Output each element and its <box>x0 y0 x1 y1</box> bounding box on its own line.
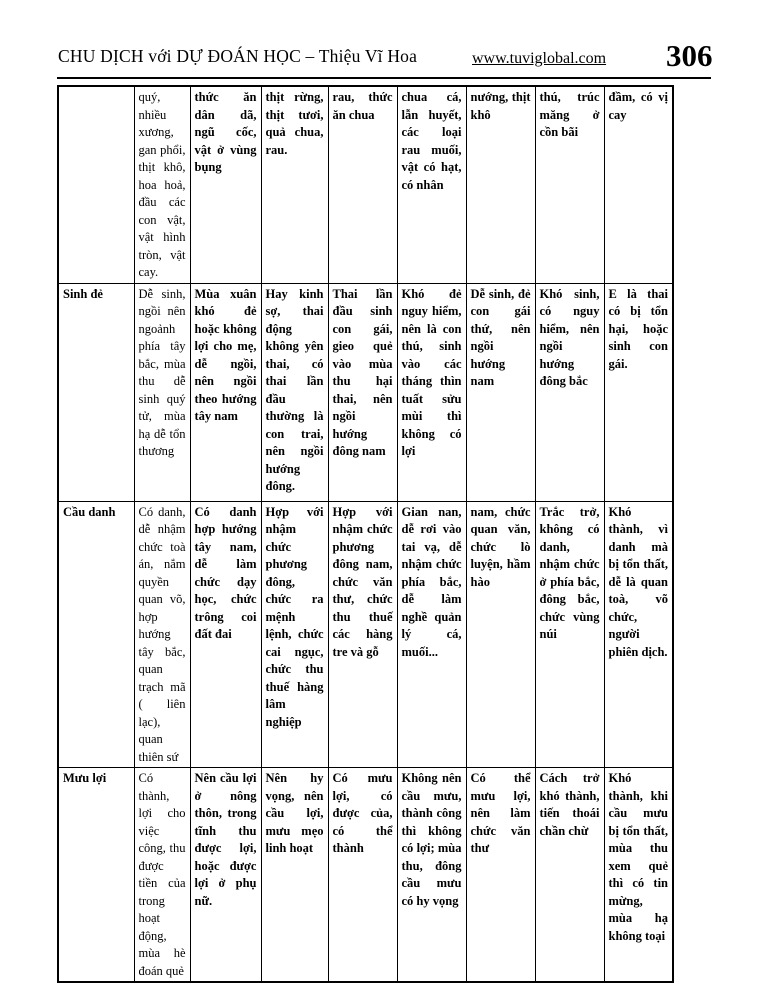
table-cell: Nên hy vọng, nên cầu lợi, mưu mẹo linh hoạt <box>261 768 328 983</box>
table-cell: thức ăn dân dã, ngũ cốc, vật ở vùng bụng <box>190 86 261 283</box>
row-header-cell <box>58 86 134 283</box>
table-cell: đầm, có vị cay <box>604 86 673 283</box>
table-cell: Có danh hợp hướng tây nam, dễ làm chức dạy học, chức trông coi đất đai <box>190 501 261 768</box>
table-cell: Khó thành, khi cầu mưu bị tổn thất, mùa thu xem quẻ thì có tin mừng, mùa hạ không toại <box>604 768 673 983</box>
table-cell: nam, chức quan văn, chức lò luyện, hầm hào <box>466 501 535 768</box>
table-cell: Nên cầu lợi ở nông thôn, trong tĩnh thu được lợi, hoặc được lợi ở phụ nữ. <box>190 768 261 983</box>
content-table <box>57 85 674 983</box>
table-row <box>58 501 673 768</box>
table-row <box>58 86 673 283</box>
page-number: 306 <box>666 38 713 73</box>
table-cell: Không nên cầu mưu, thành công thì không có lợi; mùa thu, đông cầu mưu có hy vọng <box>397 768 466 983</box>
table-cell: rau, thức ăn chua <box>328 86 397 283</box>
table-row <box>58 283 673 501</box>
table-cell: Thai lần đầu sinh con gái, gieo quẻ vào mùa thu hại thai, nên ngồi hướng đông nam <box>328 283 397 501</box>
row-header-cell: Mưu lợi <box>58 768 134 983</box>
header-rule <box>57 77 711 79</box>
table-cell: quý, nhiều xương, gan phổi, thịt khô, hoa hoả, đầu các con vật, vật hình tròn, vật cay. <box>134 86 190 283</box>
table-cell: Hợp với nhậm chức phương đông nam, chức văn thư, chức thu thuế các hàng tre và gỗ <box>328 501 397 768</box>
table-cell: Khó thành, vì danh mà bị tổn thất, dễ là quan toà, võ chức, người phiên dịch. <box>604 501 673 768</box>
table-cell: Dễ sinh, đẻ con gái thứ, nên ngồi hướng nam <box>466 283 535 501</box>
table-cell: Hợp với nhậm chức phương đông, chức ra mệnh lệnh, chức cai ngục, chức thu thuế hàng lâm nghiệp <box>261 501 328 768</box>
book-title: CHU DỊCH với DỰ ĐOÁN HỌC – Thiệu Vĩ Hoa <box>58 46 418 66</box>
table-cell: Khó sinh, có nguy hiểm, nên ngồi hướng đông bắc <box>535 283 604 501</box>
table-cell: thịt rừng, thịt tươi, quả chua, rau. <box>261 86 328 283</box>
table-cell: Cách trở khó thành, tiến thoái chần chừ <box>535 768 604 983</box>
row-header-cell: Sinh đẻ <box>58 283 134 501</box>
table-cell: Khó đẻ nguy hiểm, nên là con thú, sinh vào các tháng thìn tuất sửu mùi thì không có lợi <box>397 283 466 501</box>
table-cell: Mùa xuân khó đẻ hoặc không lợi cho mẹ, dễ ngồi, nên ngồi theo hướng tây nam <box>190 283 261 501</box>
table-cell: thú, trúc măng ở cồn bãi <box>535 86 604 283</box>
table-cell: Có thể mưu lợi, nên làm chức văn thư <box>466 768 535 983</box>
table-cell: Có thành, lợi cho việc công, thu được tiền của trong hoạt động, mùa hè đoán quẻ <box>134 768 190 983</box>
table-cell: Dễ sinh, ngồi nên ngoảnh phía tây bắc, mùa thu dễ sinh quý tử, mùa hạ dễ tổn thương <box>134 283 190 501</box>
table-cell: nướng, thịt khô <box>466 86 535 283</box>
table-cell: Gian nan, dễ rơi vào tai vạ, dễ nhậm chức phía bắc, dễ làm nghề quản lý cá, muối... <box>397 501 466 768</box>
row-header-cell: Cầu danh <box>58 501 134 768</box>
table-cell: Có danh, dễ nhậm chức toà án, nắm quyền quan võ, hợp hướng tây bắc, quan trạch mã ( liên lạc), quan thiên sứ <box>134 501 190 768</box>
table-cell: Hay kinh sợ, thai động không yên thai, có thai lần đầu thường là con trai, nên ngồi hướng đông. <box>261 283 328 501</box>
table-cell: E là thai có bị tổn hại, hoặc sinh con gái. <box>604 283 673 501</box>
table-cell: chua cá, lẫn huyết, các loại rau muối, vật có hạt, có nhân <box>397 86 466 283</box>
site-url: www.tuviglobal.com <box>472 50 607 67</box>
table-cell: Có mưu lợi, có được của, có thể thành <box>328 768 397 983</box>
table-row <box>58 768 673 983</box>
table-cell: Trắc trở, không có danh, nhậm chức ở phía bắc, đông bắc, chức vùng núi <box>535 501 604 768</box>
